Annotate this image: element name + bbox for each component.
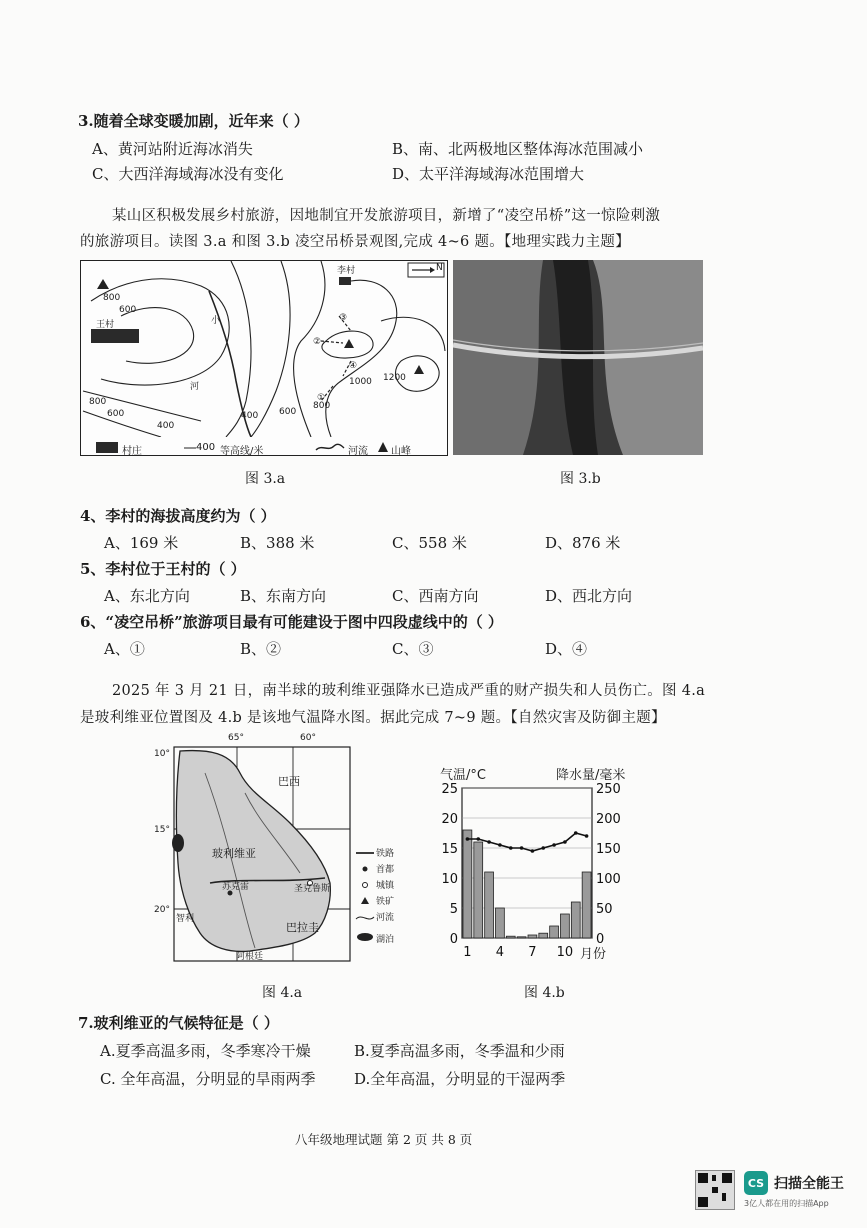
legend-peak-icon	[378, 442, 388, 452]
precipitation-bar	[561, 914, 570, 938]
q3-stem: 3.随着全球变暖加剧，近年来（ ）	[78, 112, 309, 130]
left-cliff	[453, 260, 543, 455]
legend-river-label: 河流	[376, 913, 395, 923]
contour-line	[326, 280, 397, 437]
legend-river-icon	[316, 444, 344, 450]
legend-peak-label: 山峰	[391, 446, 411, 457]
contour-map-legend	[80, 438, 448, 458]
contour-map-drawing	[81, 261, 446, 437]
precipitation-bar	[528, 935, 537, 938]
q3-option-b: B、南、北两极地区整体海冰范围减小	[392, 140, 644, 158]
longitude-65-label: 65°	[228, 733, 244, 743]
latitude-20-label: 20°	[154, 905, 170, 915]
q7-option-a: A.夏季高温多雨，冬季寒冷干燥	[100, 1042, 311, 1060]
q7-option-d: D.全年高温，分明显的干湿两季	[354, 1070, 566, 1088]
peak-icon	[97, 279, 109, 289]
contour-label: 1200	[383, 373, 406, 383]
paraguay-label: 巴拉圭	[286, 921, 319, 934]
climate-chart	[430, 760, 650, 970]
precipitation-bar	[463, 830, 472, 938]
contour-label: 600	[119, 305, 137, 315]
fig3b-caption: 图 3.b	[560, 471, 601, 487]
climate-chart-svg	[430, 760, 650, 970]
temperature-point	[520, 846, 524, 850]
brand-tagline: 3亿人都在用的扫描App	[744, 1199, 829, 1208]
q5-option-d: D、西北方向	[545, 587, 633, 605]
legend-lake-label: 湖泊	[376, 935, 395, 945]
x-tick-label: 1	[463, 945, 472, 960]
li-cun-village-marker	[339, 277, 351, 285]
peak-icon	[344, 339, 354, 348]
page-footer: 八年级地理试题 第 2 页 共 8 页	[295, 1132, 473, 1147]
li-cun-label: 李村	[337, 266, 356, 276]
fig3a-caption: 图 3.a	[245, 471, 286, 487]
temperature-point	[466, 837, 470, 841]
latitude-15-label: 15°	[154, 825, 170, 835]
sucre-label: 苏克雷	[222, 882, 250, 892]
legend-contour-sample: 400	[196, 442, 216, 453]
bolivia-location-map	[150, 733, 395, 965]
temperature-point	[574, 831, 578, 835]
contour-label: 600	[107, 409, 125, 419]
marker-1: ①	[317, 393, 326, 403]
right-tick-label: 100	[596, 872, 621, 887]
q5-option-b: B、东南方向	[240, 587, 327, 605]
q6-stem: 6、“凌空吊桥”旅游项目最有可能建设于图中四段虚线中的（ ）	[80, 613, 503, 631]
q6-option-c: C、③	[392, 640, 434, 658]
temperature-point	[552, 843, 556, 847]
passage2-line1: 2025 年 3 月 21 日，南半球的玻利维亚强降水已造成严重的财产损失和人员伤亡。图 4.a	[112, 683, 706, 699]
scanner-brand	[744, 1171, 844, 1209]
contour-label: 800	[313, 401, 331, 411]
precipitation-bar	[571, 902, 580, 938]
left-tick-label: 5	[449, 902, 458, 917]
marker-4: ④	[349, 361, 358, 371]
brand-name: 扫描全能王	[774, 1176, 844, 1192]
river-name-1: 小	[211, 316, 221, 326]
q3-option-d: D、太平洋海域海冰范围增大	[392, 165, 585, 183]
passage2-line2: 是玻利维亚位置图及 4.b 是该地气温降水图。据此完成 7~9 题。【自然灾害及防御主题】	[80, 710, 666, 726]
legend-town-label: 城镇	[376, 881, 395, 891]
temperature-point	[531, 849, 535, 853]
q4-option-a: A、169 米	[104, 534, 179, 552]
contour-label: 800	[89, 397, 107, 407]
cs-logo-icon: CS	[744, 1171, 768, 1195]
wang-cun-village-marker	[91, 329, 139, 343]
contour-label: 800	[103, 293, 121, 303]
brazil-label: 巴西	[278, 775, 300, 788]
qr-code	[695, 1170, 735, 1210]
temperature-line	[467, 833, 586, 851]
temperature-point	[498, 843, 502, 847]
passage1-line1: 某山区积极发展乡村旅游，因地制宜开发旅游项目，新增了“凌空吊桥”这一惊险刺激	[112, 208, 661, 224]
contour-map	[80, 260, 448, 456]
marker-2: ②	[313, 337, 322, 347]
fig4a-caption: 图 4.a	[262, 985, 303, 1001]
legend-mine-label: 铁矿	[376, 897, 395, 907]
precipitation-bar	[474, 842, 483, 938]
q5-stem: 5、李村位于王村的（ ）	[80, 560, 246, 578]
q7-stem: 7.玻利维亚的气候特征是（ ）	[78, 1014, 279, 1032]
left-tick-label: 0	[449, 932, 458, 947]
q3-option-a: A、黄河站附近海冰消失	[92, 140, 253, 158]
q4-option-d: D、876 米	[545, 534, 621, 552]
right-tick-label: 0	[596, 932, 605, 947]
precipitation-bar	[582, 872, 591, 938]
q5-option-c: C、西南方向	[392, 587, 479, 605]
right-tick-label: 250	[596, 782, 621, 797]
q7-option-c: C. 全年高温，分明显的旱雨两季	[100, 1070, 316, 1088]
peak-icon	[414, 365, 424, 374]
contour-line	[381, 317, 445, 351]
temperature-point	[476, 837, 480, 841]
bolivia-label: 玻利维亚	[212, 847, 256, 860]
left-tick-label: 25	[441, 782, 458, 797]
left-tick-label: 10	[441, 872, 458, 887]
lake-titicaca	[172, 834, 184, 852]
legend-railway-label: 铁路	[376, 849, 395, 859]
precipitation-bar	[539, 933, 548, 938]
contour-label: 400	[241, 411, 259, 421]
longitude-60-label: 60°	[300, 733, 316, 743]
temperature-point	[487, 840, 491, 844]
left-tick-label: 15	[441, 842, 458, 857]
temperature-point	[585, 834, 589, 838]
river-name-2: 河	[190, 382, 200, 392]
precipitation-bar	[517, 937, 526, 938]
legend-village-icon	[96, 442, 118, 453]
legend-mine-icon	[361, 897, 369, 904]
x-tick-label: 4	[495, 945, 505, 960]
contour-label: 1000	[349, 377, 372, 387]
legend-river-icon	[356, 917, 374, 919]
legend-town-icon	[363, 883, 368, 888]
x-tick-label: 10	[556, 945, 574, 960]
latitude-10-label: 10°	[154, 749, 170, 759]
precipitation-bar	[496, 908, 505, 938]
q4-option-c: C、558 米	[392, 534, 467, 552]
q6-option-d: D、④	[545, 640, 588, 658]
left-tick-label: 20	[441, 812, 458, 827]
q7-option-b: B.夏季高温多雨，冬季温和少雨	[354, 1042, 565, 1060]
q6-option-a: A、①	[104, 640, 145, 658]
right-axis-title: 降水量/毫米	[556, 768, 626, 783]
contour-label: 400	[157, 421, 175, 431]
q3-option-c: C、大西洋海域海冰没有变化	[92, 165, 284, 183]
precipitation-bar	[485, 872, 494, 938]
precipitation-bar	[550, 926, 559, 938]
fig4b-caption: 图 4.b	[524, 985, 565, 1001]
q4-option-b: B、388 米	[240, 534, 315, 552]
argentina-label: 阿根廷	[236, 952, 264, 962]
bridge-photo-drawing	[453, 260, 703, 455]
q4-stem: 4、李村的海拔高度约为（ ）	[80, 507, 276, 525]
q5-option-a: A、东北方向	[104, 587, 190, 605]
suspension-bridge-photo	[453, 260, 703, 455]
legend-river-label: 河流	[348, 446, 368, 457]
santa-cruz-label: 圣克鲁斯	[294, 884, 331, 894]
temperature-point	[563, 840, 567, 844]
north-label: N	[436, 263, 443, 273]
q6-option-b: B、②	[240, 640, 282, 658]
left-axis-title: 气温/°C	[440, 768, 486, 783]
legend-capital-label: 首都	[376, 865, 395, 875]
qr-code-drawing	[696, 1171, 734, 1209]
bolivia-map-drawing	[150, 733, 390, 965]
legend-village-label: 村庄	[122, 446, 142, 457]
temperature-point	[509, 846, 513, 850]
wang-cun-label: 王村	[96, 320, 115, 330]
legend-capital-icon	[363, 867, 368, 872]
right-tick-label: 200	[596, 812, 621, 827]
precipitation-bar	[506, 936, 515, 938]
contour-label: 600	[279, 407, 297, 417]
passage1-line2: 的旅游项目。读图 3.a 和图 3.b 凌空吊桥景观图,完成 4~6 题。【地理实践力主题】	[80, 234, 631, 250]
right-tick-label: 50	[596, 902, 613, 917]
marker-3: ③	[339, 313, 348, 323]
x-axis-unit: 月份	[580, 947, 607, 962]
right-tick-label: 150	[596, 842, 621, 857]
chile-label: 智利	[176, 914, 195, 924]
legend-contour-label: 等高线/米	[220, 446, 264, 457]
legend-lake-icon	[357, 933, 373, 941]
temperature-point	[541, 846, 545, 850]
x-tick-label: 7	[528, 945, 537, 960]
